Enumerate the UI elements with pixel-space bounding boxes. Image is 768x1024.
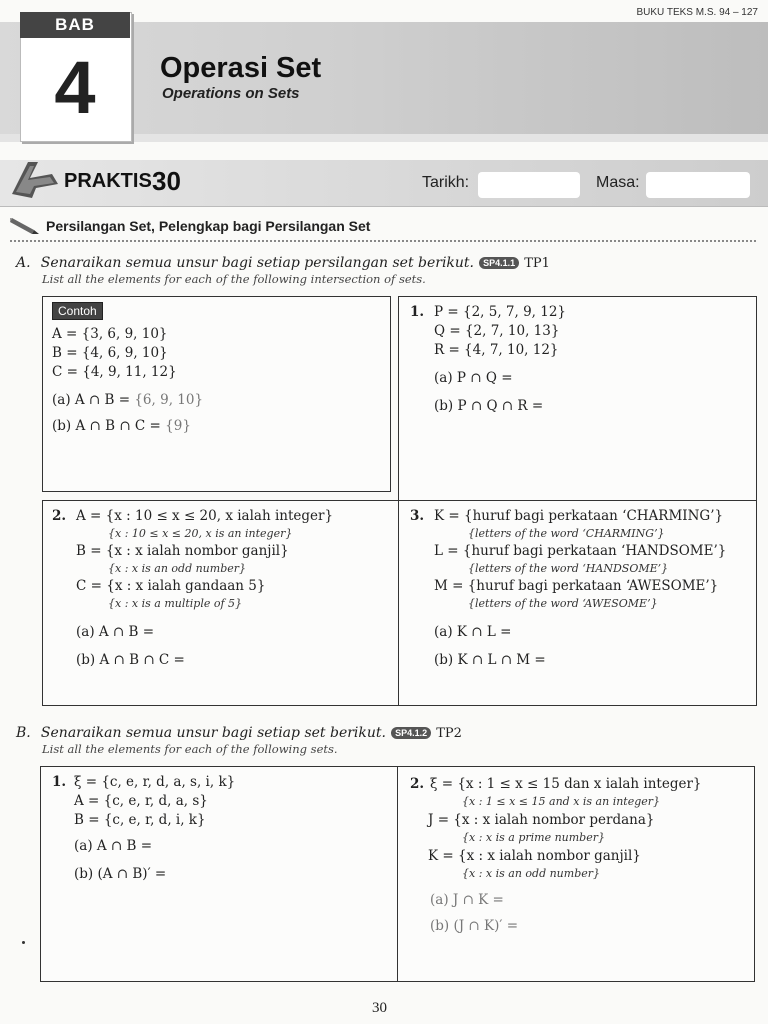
question-b1-set-b: B = {c, e, r, d, i, k} bbox=[74, 812, 206, 828]
tp-level: TP1 bbox=[524, 256, 550, 271]
question-b1-number: 1. bbox=[52, 774, 67, 790]
question-a2-set-c: C = {x : x ialah gandaan 5} bbox=[76, 578, 266, 594]
section-b-question: Senaraikan semua unsur bagi setiap set berikut. bbox=[40, 725, 386, 741]
praktis-number: 30 bbox=[152, 166, 181, 196]
question-a2-set-c-en: {x : x is a multiple of 5} bbox=[108, 597, 243, 610]
time-field[interactable] bbox=[646, 172, 750, 198]
section-a-question: Senaraikan semua unsur bagi setiap persilangan set berikut. bbox=[40, 255, 475, 271]
question-a3-part-b: (b) K ∩ L ∩ M = bbox=[434, 652, 546, 668]
question-b2-part-a: (a) J ∩ K = bbox=[430, 892, 504, 908]
question-a3-set-l: L = {huruf bagi perkataan ‘HANDSOME’} bbox=[434, 543, 727, 559]
example-set-c: C = {4, 9, 11, 12} bbox=[52, 364, 177, 380]
question-a1-part-b: (b) P ∩ Q ∩ R = bbox=[434, 398, 544, 414]
question-a1-number: 1. bbox=[410, 304, 425, 320]
question-a3-set-l-en: {letters of the word ‘HANDSOME’} bbox=[468, 562, 669, 575]
question-b1-universal-set: ξ = {c, e, r, d, a, s, i, k} bbox=[74, 774, 236, 790]
question-a3-set-k: K = {huruf bagi perkataan ‘CHARMING’} bbox=[434, 508, 724, 524]
question-a3-set-k-en: {letters of the word ‘CHARMING’} bbox=[468, 527, 665, 540]
question-b1-part-b: (b) (A ∩ B)′ = bbox=[74, 866, 167, 882]
example-part-a-answer: {6, 9, 10} bbox=[134, 392, 204, 408]
example-set-b: B = {4, 6, 9, 10} bbox=[52, 345, 168, 361]
chapter-number: 4 bbox=[54, 46, 96, 129]
question-a2-set-b-en: {x : x is an odd number} bbox=[108, 562, 247, 575]
question-a3-number: 3. bbox=[410, 508, 425, 524]
question-a1-set-q: Q = {2, 7, 10, 13} bbox=[434, 323, 560, 339]
section-b-letter: B. bbox=[16, 725, 31, 741]
question-a2-set-b: B = {x : x ialah nombor ganjil} bbox=[76, 543, 289, 559]
topic-divider bbox=[10, 240, 756, 242]
section-b-heading bbox=[16, 722, 462, 741]
question-a3-set-m-en: {letters of the word ‘AWESOME’} bbox=[468, 597, 658, 610]
example-part-a bbox=[52, 392, 203, 408]
chapter-subtitle: Operations on Sets bbox=[162, 85, 300, 102]
question-a1-set-p: P = {2, 5, 7, 9, 12} bbox=[434, 304, 567, 320]
section-a-letter: A. bbox=[16, 255, 31, 271]
question-b2-set-k: K = {x : x ialah nombor ganjil} bbox=[428, 848, 641, 864]
bab-label: BAB bbox=[20, 12, 130, 38]
example-part-b bbox=[52, 418, 191, 434]
time-label: Masa: bbox=[596, 174, 640, 191]
example-part-b-answer: {9} bbox=[165, 418, 191, 434]
book-reference: BUKU TEKS M.S. 94 – 127 bbox=[636, 7, 758, 18]
section-a-heading bbox=[16, 252, 550, 271]
tp-level: TP2 bbox=[436, 726, 462, 741]
sp-badge: SP4.1.2 bbox=[391, 727, 431, 739]
question-b1-set-a: A = {c, e, r, d, a, s} bbox=[74, 793, 208, 809]
question-a2-set-a: A = {x : 10 ≤ x ≤ 20, x ialah integer} bbox=[76, 508, 334, 524]
arrow-a-icon bbox=[8, 156, 60, 202]
question-b2-universal-set: ξ = {x : 1 ≤ x ≤ 15 dan x ialah integer} bbox=[430, 776, 702, 792]
question-b2-set-j: J = {x : x ialah nombor perdana} bbox=[428, 812, 655, 828]
section-a-question-en: List all the elements for each of the following intersection of sets. bbox=[42, 272, 426, 286]
question-a3-part-a: (a) K ∩ L = bbox=[434, 624, 512, 640]
pencil-icon bbox=[10, 214, 40, 236]
topic-title: Persilangan Set, Pelengkap bagi Persilangan Set bbox=[46, 218, 371, 234]
date-field[interactable] bbox=[478, 172, 580, 198]
question-b2-set-k-en: {x : x is an odd number} bbox=[462, 867, 601, 880]
chapter-title: Operasi Set bbox=[160, 52, 322, 84]
question-b2-part-b: (b) (J ∩ K)′ = bbox=[430, 918, 519, 934]
question-a3-set-m: M = {huruf bagi perkataan ‘AWESOME’} bbox=[434, 578, 719, 594]
question-a1-set-r: R = {4, 7, 10, 12} bbox=[434, 342, 559, 358]
example-set-a: A = {3, 6, 9, 10} bbox=[52, 326, 168, 342]
question-b2-set-j-en: {x : x is a prime number} bbox=[462, 831, 605, 844]
page-number: 30 bbox=[372, 1000, 387, 1016]
example-tag: Contoh bbox=[52, 302, 103, 320]
question-a2-part-a: (a) A ∩ B = bbox=[76, 624, 155, 640]
sp-badge: SP4.1.1 bbox=[479, 257, 519, 269]
question-b2-number: 2. bbox=[410, 776, 425, 792]
question-b1-part-a: (a) A ∩ B = bbox=[74, 838, 153, 854]
example-part-b-question: (b) A ∩ B ∩ C = bbox=[52, 418, 166, 434]
question-b2-universal-set-en: {x : 1 ≤ x ≤ 15 and x is an integer} bbox=[462, 795, 661, 808]
praktis-label: PRAKTIS bbox=[64, 170, 152, 192]
question-a2-set-a-en: {x : 10 ≤ x ≤ 20, x is an integer} bbox=[108, 527, 293, 540]
stray-mark bbox=[22, 941, 25, 944]
question-a2-number: 2. bbox=[52, 508, 67, 524]
example-part-a-question: (a) A ∩ B = bbox=[52, 392, 135, 408]
question-a2-part-b: (b) A ∩ B ∩ C = bbox=[76, 652, 185, 668]
question-a1-part-a: (a) P ∩ Q = bbox=[434, 370, 513, 386]
date-label: Tarikh: bbox=[422, 174, 470, 191]
section-b-question-en: List all the elements for each of the following sets. bbox=[42, 742, 338, 756]
